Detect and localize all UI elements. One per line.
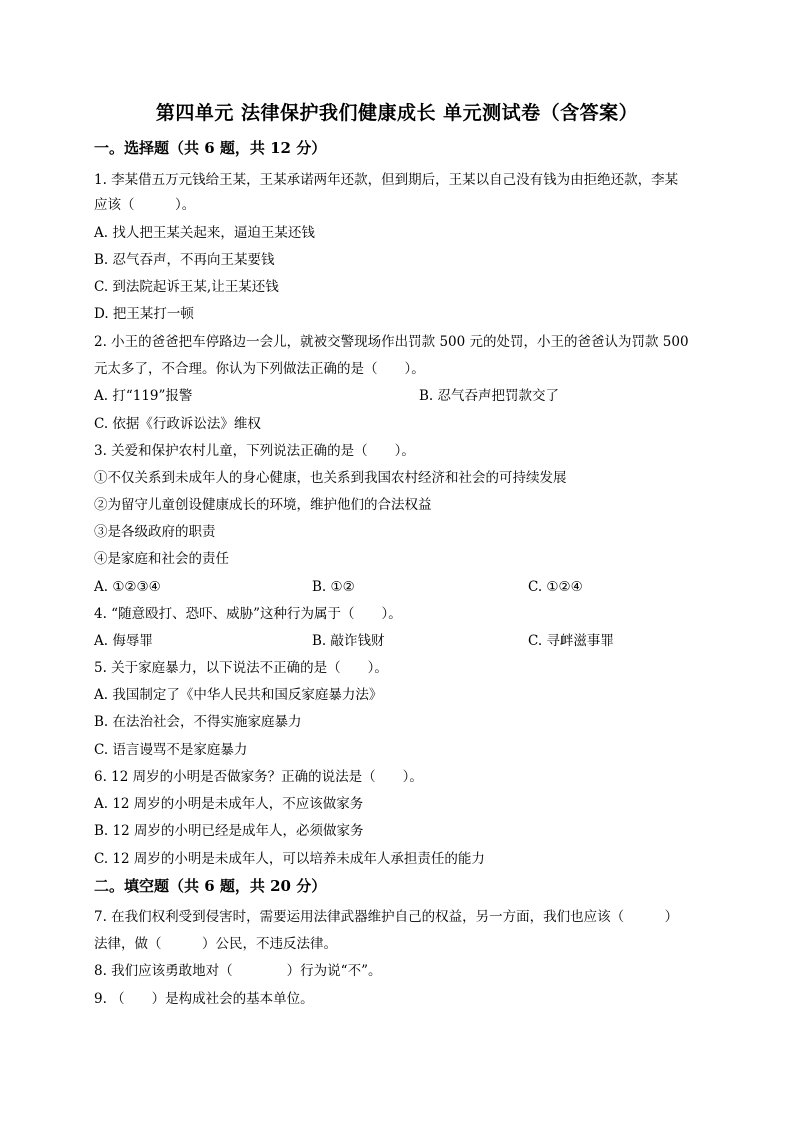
section-heading-fill-in: 二。填空题（共 6 题，共 20 分） <box>94 877 327 895</box>
question-2-stem: 2. 小王的爸爸把车停路边一会儿，就被交警现场作出罚款 500 元的处罚，小王的爸爸认为罚款 500 <box>94 334 689 350</box>
question-1-option-c: C. 到法院起诉王某,让王某还钱 <box>94 279 279 295</box>
question-3-statement-4: ④是家庭和社会的责任 <box>94 551 229 567</box>
section-heading-choice: 一。选择题（共 6 题，共 12 分） <box>94 139 327 157</box>
question-1-stem: 1. 李某借五万元钱给王某，王某承诺两年还款，但到期后，王某以自己没有钱为由拒绝还款，李某 <box>94 172 679 188</box>
question-8: 8. 我们应该勇敢地对（ ）行为说“不”。 <box>94 963 382 979</box>
question-4-stem: 4. “随意殴打、恐吓、威胁”这种行为属于（ ）。 <box>94 606 402 622</box>
question-4-option-b: B. 敲诈钱财 <box>312 633 385 649</box>
question-7-line-2: 法律，做（ ）公民，不违反法律。 <box>94 936 337 952</box>
question-2-option-c: C. 依据《行政诉讼法》维权 <box>94 416 261 432</box>
question-3-option-a: A. ①②③④ <box>94 579 161 595</box>
question-6-option-c: C. 12 周岁的小明是未成年人，可以培养未成年人承担责任的能力 <box>94 851 485 867</box>
question-6-stem: 6. 12 周岁的小明是否做家务？正确的说法是（ ）。 <box>94 769 423 785</box>
page-title: 第四单元 法律保护我们健康成长 单元测试卷（含答案） <box>155 102 639 124</box>
question-3-stem: 3. 关爱和保护农村儿童，下列说法正确的是（ ）。 <box>94 443 415 459</box>
question-1-stem-cont: 应该（ ）。 <box>94 197 196 213</box>
question-3-statement-2: ②为留守儿童创设健康成长的环境，维护他们的合法权益 <box>94 497 432 513</box>
question-5-option-c: C. 语言谩骂不是家庭暴力 <box>94 742 248 758</box>
question-7-line-1: 7. 在我们权利受到侵害时，需要运用法律武器维护自己的权益，另一方面，我们也应该（ ） <box>94 909 679 925</box>
question-4-option-c: C. 寻衅滋事罪 <box>528 633 614 649</box>
question-9: 9. （ ）是构成社会的基本单位。 <box>94 991 314 1007</box>
question-2-option-b: B. 忍气吞声把罚款交了 <box>419 388 560 404</box>
question-4-option-a: A. 侮辱罪 <box>94 633 153 649</box>
question-5-stem: 5. 关于家庭暴力，以下说法不正确的是（ ）。 <box>94 660 388 676</box>
question-3-option-c: C. ①②④ <box>528 579 583 595</box>
question-2-option-a: A. 打“119”报警 <box>94 388 193 404</box>
question-3-option-b: B. ①② <box>312 579 355 595</box>
question-3-statement-3: ③是各级政府的职责 <box>94 524 216 540</box>
question-1-option-a: A. 找人把王某关起来，逼迫王某还钱 <box>94 225 315 241</box>
question-2-stem-cont: 元太多了，不合理。你认为下列做法正确的是（ ）。 <box>94 361 425 377</box>
question-6-option-a: A. 12 周岁的小明是未成年人，不应该做家务 <box>94 796 364 812</box>
question-1-option-d: D. 把王某打一顿 <box>94 306 194 322</box>
question-5-option-b: B. 在法治社会，不得实施家庭暴力 <box>94 714 302 730</box>
question-3-statement-1: ①不仅关系到未成年人的身心健康，也关系到我国农村经济和社会的可持续发展 <box>94 470 567 486</box>
question-1-option-b: B. 忍气吞声，不再向王某要钱 <box>94 252 275 268</box>
question-5-option-a: A. 我国制定了《中华人民共和国反家庭暴力法》 <box>94 687 383 703</box>
question-6-option-b: B. 12 周岁的小明已经是成年人，必须做家务 <box>94 823 364 839</box>
